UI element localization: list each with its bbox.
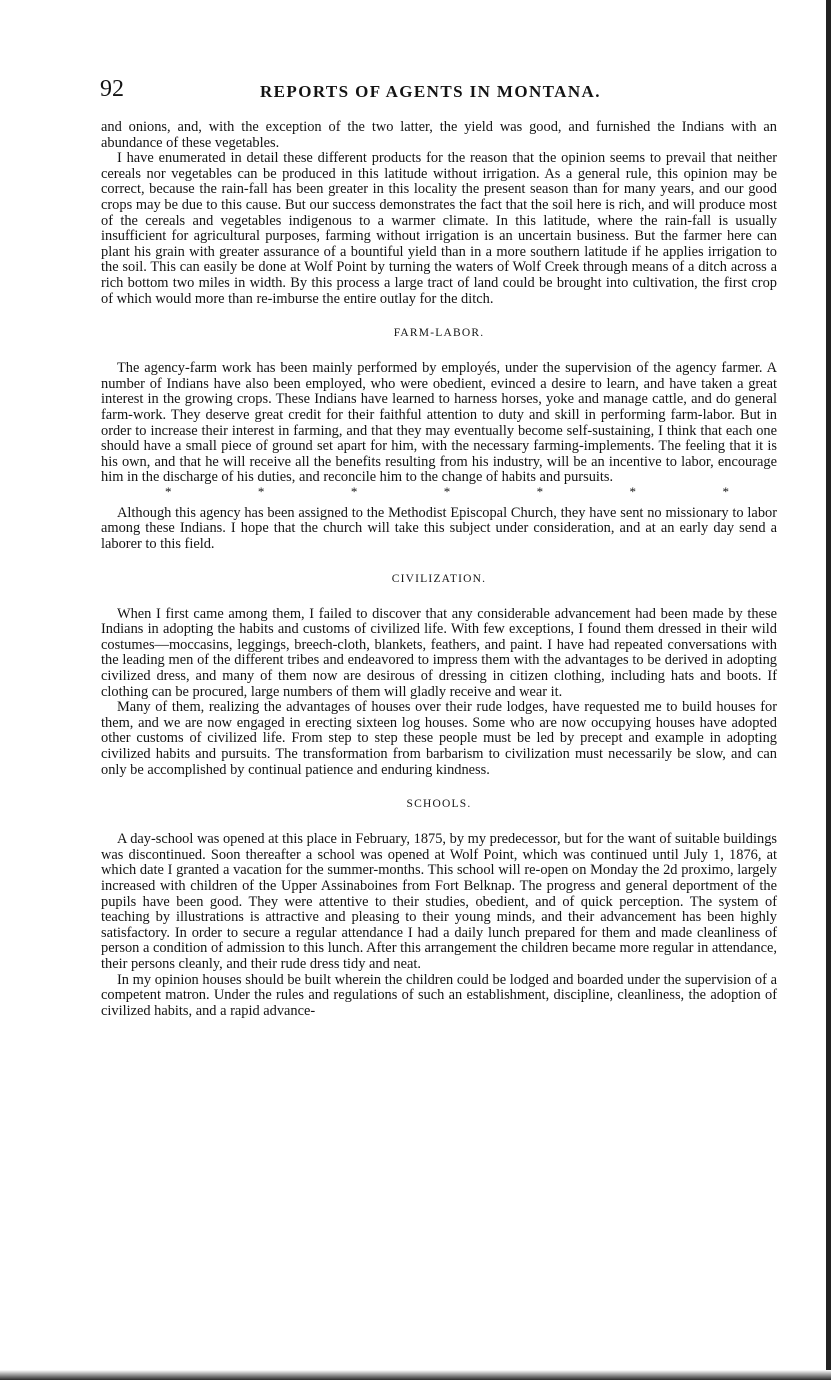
ellipsis-stars — [101, 483, 777, 499]
paragraph: When I first came among them, I failed to discover that any considerable advancement had been made by these Indians in adopting the habits and customs of civilized life. With few exceptions, I found them dressed in their wild costumes—moccasins, leggings, breech-cloth, blankets, feathers, and paint. I have had repeated conversations with the leading men of the different tribes and endeavored to impress them with the advantages to be derived in adopting civilized dress, and many of them now are desirous of dressing in citizen clothing, including hats and boots. If clothing can be procured, large numbers of them will gladly receive and wear it. — [101, 605, 777, 700]
document-body — [101, 120, 777, 1019]
star-mark: * — [722, 483, 729, 499]
paragraph: and onions, and, with the exception of the two latter, the yield was good, and furnished the Indians with an abundance of these vegetables. — [101, 119, 777, 151]
page-header — [100, 76, 780, 104]
paragraph: The agency-farm work has been mainly performed by employés, under the supervision of the agency farmer. A number of Indians have also been employed, who were obedient, evinced a desire to learn, and have taken a great interest in the growing crops. These Indians have learned to harness horses, yoke and manage cattle, and do general farm-work. They deserve great credit for their faithful attention to duty and skill in performing farm-labor. But in order to increase their interest in farming, and that they may eventually become self-sustaining, I think that each one should have a small piece of ground set apart for him, with the necessary farming-implements. The feeling that it is his own, and that he will receive all the benefits resulting from his industry, will be an incentive to labor, encourage him in the discharge of his duties, and reconcile him to the change of habits and pursuits. — [101, 360, 777, 486]
running-head: REPORTS OF AGENTS IN MONTANA. — [260, 82, 601, 101]
star-mark: * — [536, 483, 544, 499]
star-mark: * — [165, 483, 172, 499]
section-heading-farm-labor: FARM-LABOR. — [393, 327, 485, 340]
scan-edge-right — [826, 0, 831, 1380]
star-mark: * — [443, 483, 451, 499]
section-heading-civilization: CIVILIZATION. — [391, 572, 487, 585]
star-mark: * — [257, 483, 265, 499]
paragraph: Although this agency has been assigned to the Methodist Episcopal Church, they have sent no missionary to labor among these Indians. I hope that the church will take this subject under consideration, and at an early day send a laborer to this field. — [101, 504, 777, 553]
paragraph: I have enumerated in detail these different products for the reason that the opinion seems to prevail that neither cereals nor vegetables can be produced in this latitude without irrigation. As a general rule, this opinion may be correct, because the rain-fall has been greater in this locality the present season than for many years, and our good crops may be due to this cause. But our success demonstrates the fact that the soil here is rich, and will produce most of the cereals and vegetables indigenous to a warmer climate. In this latitude, where the rain-fall is usually insufficient for agricultural purposes, farming without irrigation is an uncertain business. But the farmer here can plant his grain with greater assurance of a bountiful yield than in a more southern latitude if he applies irrigation to the soil. This can easily be done at Wolf Point by turning the waters of Wolf Creek through means of a ditch across a rich bottom two miles in width. By this process a large tract of land could be brought into cultivation, the first crop of which would more than re-imburse the entire outlay for the ditch. — [101, 150, 777, 307]
section-heading-schools: SCHOOLS. — [406, 798, 472, 811]
paragraph: A day-school was opened at this place in February, 1875, by my predecessor, but for the want of suitable buildings was discontinued. Soon thereafter a school was opened at Wolf Point, which was continued until July 1, 1876, at which date I granted a vacation for the summer-months. This school will re-open on Monday the 2d proximo, largely increased with children of the Upper Assinaboines from Fort Belknap. The progress and general deportment of the pupils have been good. They were attentive to their studies, obedient, and of quick perception. The system of teaching by illustrations is attractive and pleasing to their young minds, and their advancement has been highly satisfactory. In order to secure a regular attendance I had a daily lunch prepared for them and made cleanliness of person a condition of admission to this lunch. After this arrangement the children became more regular in attendance, their persons cleanly, and their rude dress tidy and neat. — [101, 831, 777, 972]
page-number: 92 — [100, 76, 124, 102]
star-mark: * — [629, 483, 637, 499]
star-mark: * — [350, 483, 358, 499]
paragraph: In my opinion houses should be built wherein the children could be lodged and boarded under the supervision of a competent matron. Under the rules and regulations of such an establishment, discipline, cleanliness, the adoption of civilized habits, and a rapid advance- — [101, 971, 777, 1019]
paragraph: Many of them, realizing the advantages of houses over their rude lodges, have requested me to build houses for them, and we are now engaged in erecting sixteen log houses. Some who are now occupying houses have adopted other customs of civilized life. From step to step these people must be led by precept and example in adopting civilized habits and pursuits. The transformation from barbarism to civilization must necessarily be slow, and can only be accomplished by continual patience and enduring kindness. — [101, 699, 777, 778]
scan-edge-bottom — [0, 1370, 831, 1380]
